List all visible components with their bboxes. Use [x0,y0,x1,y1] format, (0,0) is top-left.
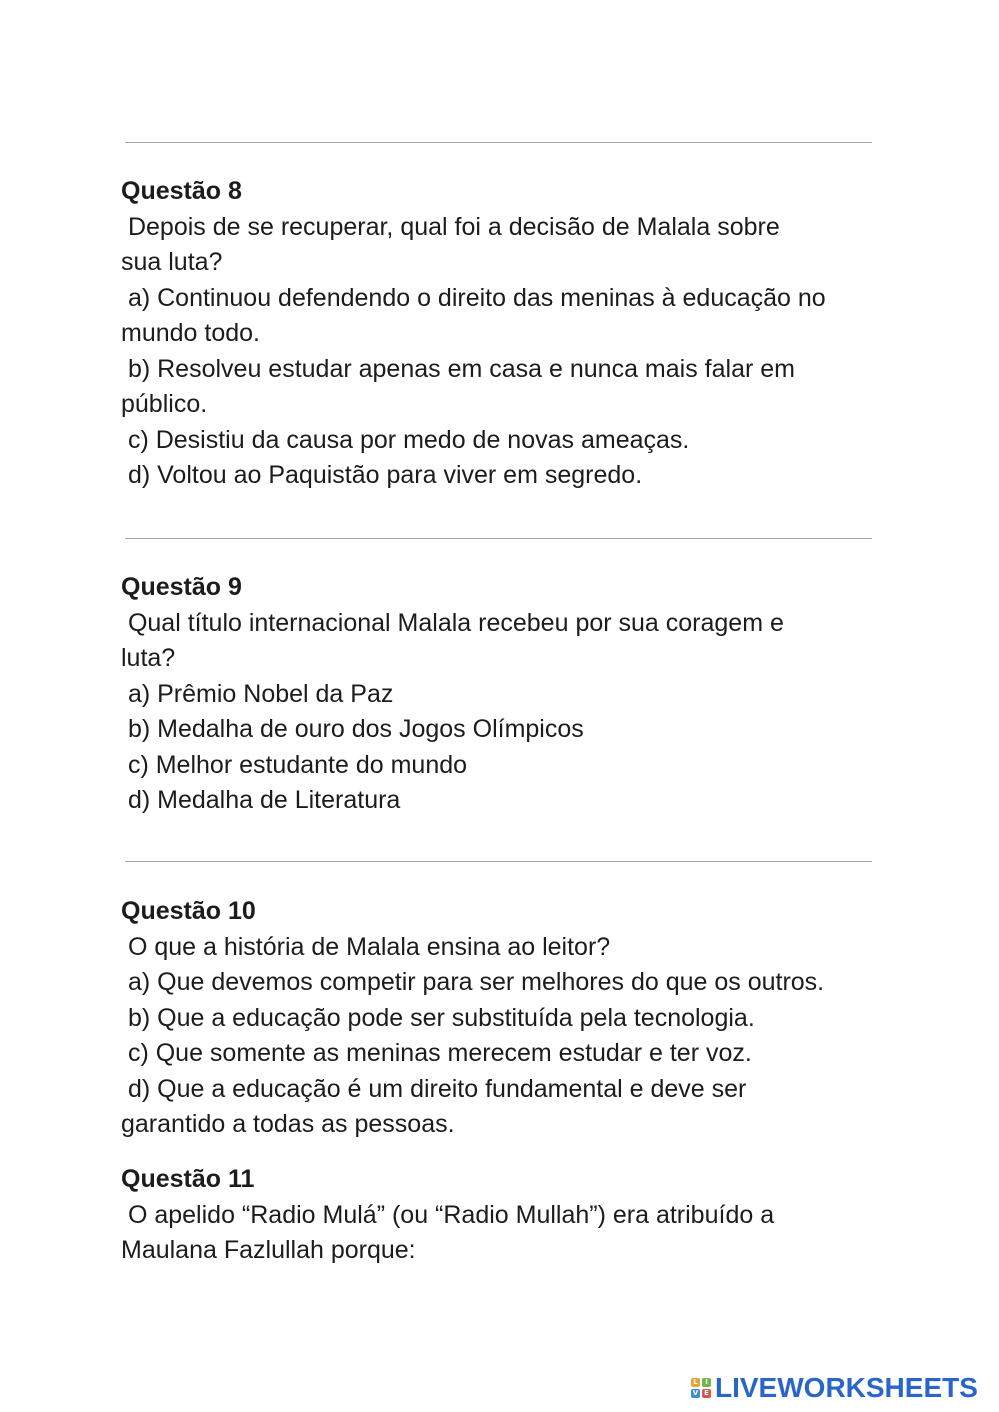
question-8 [121,174,891,494]
question-text: O apelido “Radio Mulá” (ou “Radio Mullah”) era atribuído a [121,1200,775,1229]
answer-option-c: c) Desistiu da causa por medo de novas ameaças. [121,425,690,454]
question-text: Maulana Fazlullah porque: [121,1236,416,1264]
question-title: Questão 8 [121,177,242,205]
divider [125,538,872,539]
logo-text: LIVEWORKSHEETS [715,1372,978,1403]
question-10 [121,894,891,1143]
logo-letter-e: E [702,1389,711,1398]
question-text: Qual título internacional Malala recebeu por sua coragem e [121,608,784,637]
answer-option-d: d) Medalha de Literatura [121,786,401,814]
answer-option-a: a) Continuou defendendo o direito das meninas à educação no [121,283,826,312]
answer-option-d: d) Voltou ao Paquistão para viver em segredo. [121,461,643,489]
question-text: sua luta? [121,248,223,276]
question-9 [121,570,891,819]
question-11 [121,1162,891,1269]
question-title: Questão 10 [121,897,256,925]
question-text: Depois de se recuperar, qual foi a decisão de Malala sobre [121,212,780,241]
logo-letter-i: I [702,1378,711,1387]
answer-option-a: mundo todo. [121,319,260,347]
answer-option-c: c) Melhor estudante do mundo [121,750,468,779]
logo-letter-v: V [692,1389,699,1397]
divider-top [125,142,872,143]
question-title: Questão 11 [121,1165,255,1193]
liveworksheets-logo [691,1370,978,1406]
question-text: O que a história de Malala ensina ao leitor? [121,932,611,961]
answer-option-a: a) Que devemos competir para ser melhores do que os outros. [121,968,825,996]
answer-option-b: b) Medalha de ouro dos Jogos Olímpicos [121,715,584,743]
answer-option-b: b) Que a educação pode ser substituída pela tecnologia. [121,1003,755,1032]
answer-option-c: c) Que somente as meninas merecem estudar e ter voz. [121,1039,752,1067]
answer-option-d: d) Que a educação é um direito fundamental e deve ser [121,1074,747,1103]
answer-option-d: garantido a todas as pessoas. [121,1110,455,1138]
question-text: luta? [121,644,176,672]
logo-letter-l: L [691,1378,700,1387]
answer-option-a: a) Prêmio Nobel da Paz [121,679,394,708]
answer-option-b: b) Resolveu estudar apenas em casa e nunca mais falar em [121,354,795,383]
liveworksheets-logo-icon [691,1378,711,1398]
answer-option-b: público. [121,390,208,418]
question-title: Questão 9 [121,573,242,601]
divider [125,861,872,862]
